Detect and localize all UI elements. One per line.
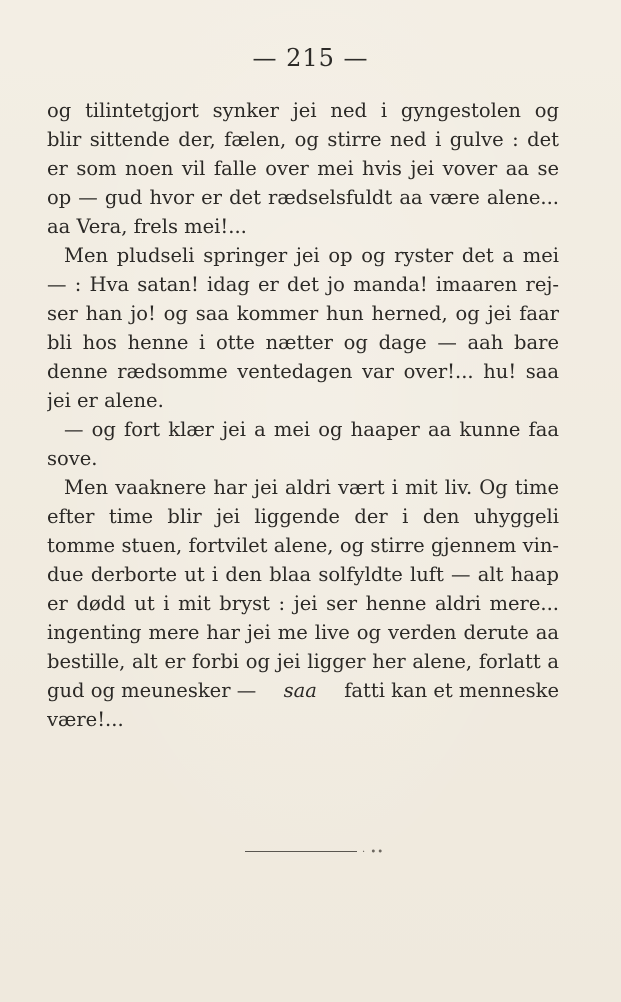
emphasized-word: saa [283,679,317,702]
text-line: Men vaaknere har jei aldri vært i mit liv. Og time [64,476,559,499]
divider-dots: · •• [362,847,385,858]
text-line: tomme stuen, fortvilet alene, og stirre gjennem vin- [47,534,559,557]
text-line: — : Hva satan! idag er det jo manda! imaaren rej- [47,273,559,296]
text-line: — og fort klær jei a mei og haaper aa kunne faa [64,418,559,441]
text-line: op — gud hvor er det rædselsfuldt aa være alene... [47,186,559,209]
text-line: bestille, alt er forbi og jei ligger her alene, forlatt a [47,650,559,673]
text-line: og tilintetgjort synker jei ned i gyngestolen og [47,99,559,122]
section-divider [245,851,357,852]
text-line: sove. [47,447,98,470]
text-line: bli hos henne i otte nætter og dage — aah bare [47,331,559,354]
text-line: være!... [47,708,124,731]
text-line: aa Vera, frels mei!... [47,215,247,238]
text-line: due derborte ut i den blaa solfyldte luft — alt haap [47,563,559,586]
page-number: — 215 — [252,44,369,72]
text-line: Men pludseli springer jei op og ryster det a mei [64,244,559,267]
text-line: ingenting mere har jei me live og verden derute aa [47,621,559,644]
text-line-mixed [47,676,559,705]
text-line: er dødd ut i mit bryst : jei ser henne aldri mere... [47,592,559,615]
text-segment: gud og meunesker — [47,679,257,702]
text-line: efter time blir jei liggende der i den uhyggeli [47,505,559,528]
text-line: ser han jo! og saa kommer hun herned, og jei faar [47,302,559,325]
text-segment: fatti kan et menneske [344,679,559,702]
text-line: jei er alene. [47,389,164,412]
text-line: er som noen vil falle over mei hvis jei vover aa se [47,157,559,180]
text-line: blir sittende der, fælen, og stirre ned i gulve : det [47,128,559,151]
body-text [47,96,559,734]
text-line: denne rædsomme ventedagen var over!... hu! saa [47,360,559,383]
